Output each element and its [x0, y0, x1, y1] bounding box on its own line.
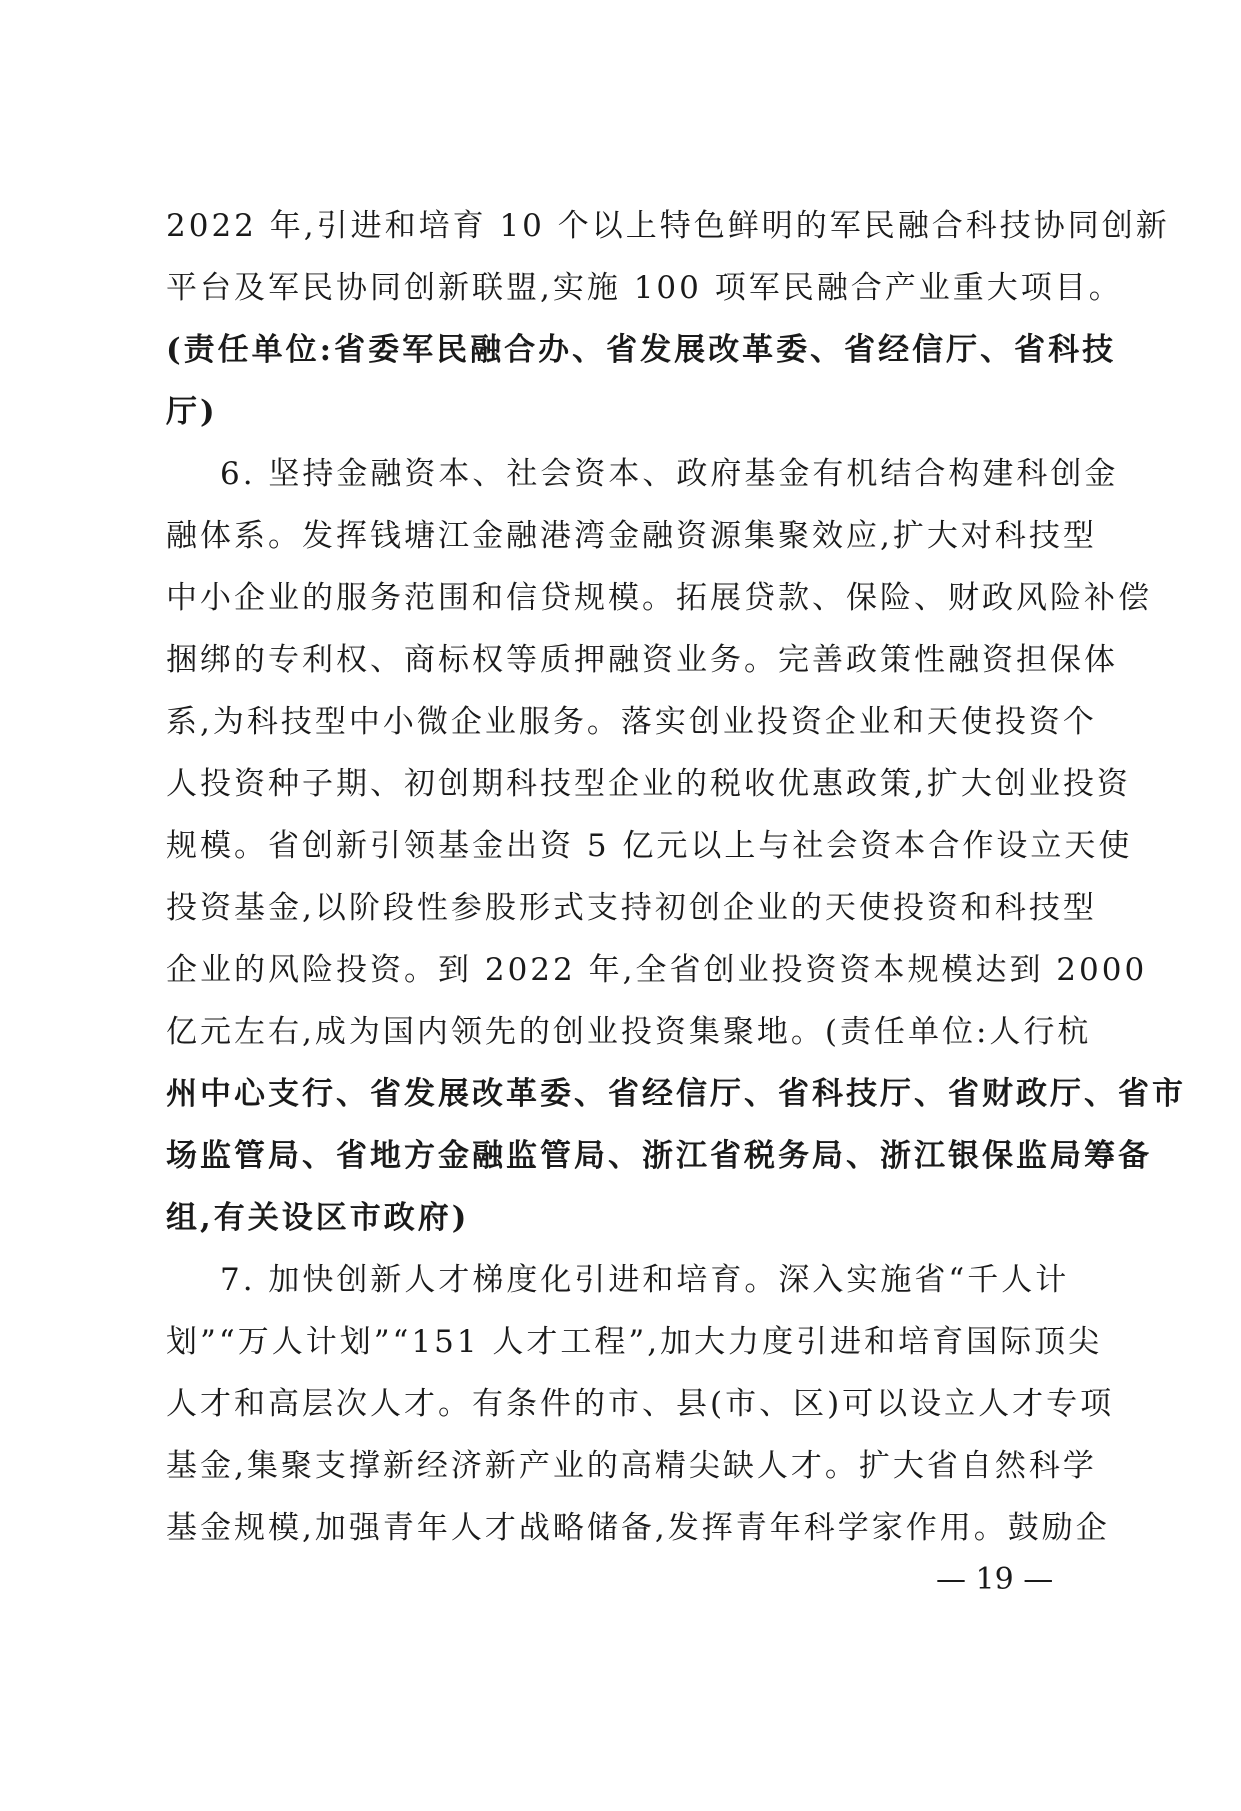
text-line: 中小企业的服务范围和信贷规模。拓展贷款、保险、财政风险补偿: [166, 580, 1152, 616]
page-number: — 19 —: [936, 1562, 1054, 1597]
text-line: 亿元左右,成为国内领先的创业投资集聚地。(责任单位:人行杭: [166, 1014, 1092, 1050]
text-line: 融体系。发挥钱塘江金融港湾金融资源集聚效应,扩大对科技型: [166, 518, 1097, 554]
text-line: 平台及军民协同创新联盟,实施 100 项军民融合产业重大项目。: [166, 270, 1123, 306]
paragraph-7-heading: 7. 加快创新人才梯度化引进和培育。深入实施省“千人计: [220, 1262, 1070, 1298]
responsibility-line: (责任单位:省委军民融合办、省发展改革委、省经信厅、省科技: [166, 332, 1117, 368]
paragraph-6-heading: 6. 坚持金融资本、社会资本、政府基金有机结合构建科创金: [220, 456, 1119, 492]
text-line: 企业的风险投资。到 2022 年,全省创业投资资本规模达到 2000: [166, 952, 1148, 988]
responsibility-line: 场监管局、省地方金融监管局、浙江省税务局、浙江银保监局筹备: [166, 1138, 1152, 1174]
text-line: 投资基金,以阶段性参股形式支持初创企业的天使投资和科技型: [166, 890, 1097, 926]
text-line: 人投资种子期、初创期科技型企业的税收优惠政策,扩大创业投资: [166, 766, 1131, 802]
text-line: 基金规模,加强青年人才战略储备,发挥青年科学家作用。鼓励企: [166, 1510, 1110, 1546]
text-line: 划”“万人计划”“151 人才工程”,加大力度引进和培育国际顶尖: [166, 1324, 1103, 1360]
responsibility-line: 组,有关设区市政府): [166, 1200, 470, 1236]
text-line: 规模。省创新引领基金出资 5 亿元以上与社会资本合作设立天使: [166, 828, 1133, 864]
responsibility-line: 厅): [166, 394, 218, 430]
text-line: 捆绑的专利权、商标权等质押融资业务。完善政策性融资担保体: [166, 642, 1118, 678]
text-line: 基金,集聚支撑新经济新产业的高精尖缺人才。扩大省自然科学: [166, 1448, 1097, 1484]
responsibility-line: 州中心支行、省发展改革委、省经信厅、省科技厅、省财政厅、省市: [166, 1076, 1186, 1112]
text-line: 人才和高层次人才。有条件的市、县(市、区)可以设立人才专项: [166, 1386, 1115, 1422]
text-line: 2022 年,引进和培育 10 个以上特色鲜明的军民融合科技协同创新: [166, 208, 1170, 244]
text-line: 系,为科技型中小微企业服务。落实创业投资企业和天使投资个: [166, 704, 1097, 740]
